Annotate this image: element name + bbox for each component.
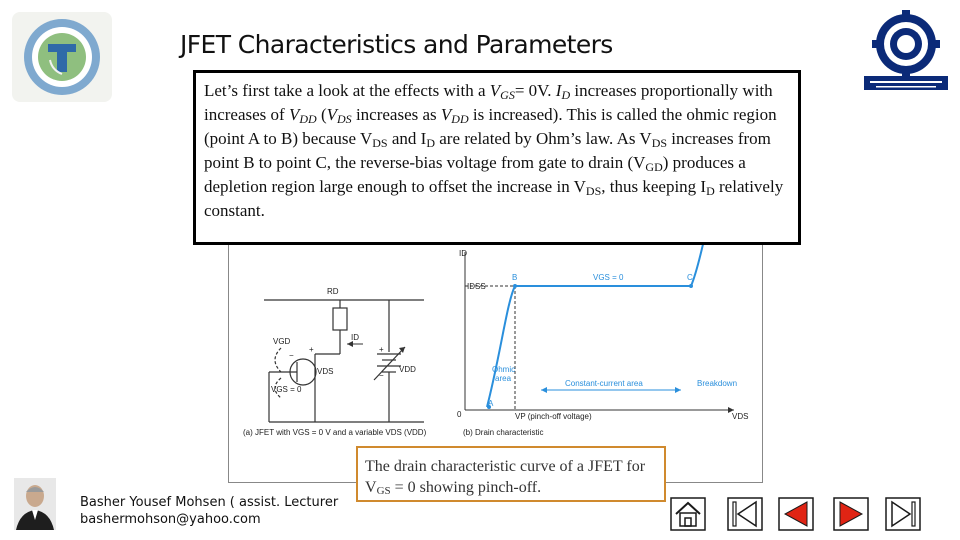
body-text: DS xyxy=(372,136,388,150)
body-text: and I xyxy=(387,129,427,148)
body-text: I xyxy=(555,81,562,100)
point-c-label: C xyxy=(687,273,693,282)
ohmic-area-label: area xyxy=(495,374,512,383)
body-text: DD xyxy=(451,112,469,126)
body-text: GS xyxy=(500,88,515,102)
graph-caption: (b) Drain characteristic xyxy=(463,428,544,437)
body-text: , thus keeping I xyxy=(601,177,707,196)
author-photo xyxy=(14,478,56,530)
body-text: V xyxy=(326,105,338,124)
next-slide-icon xyxy=(833,497,869,531)
body-text: DS xyxy=(585,184,602,198)
plus-sign: + xyxy=(379,345,384,354)
body-text: increases proportionally with increases of xyxy=(204,81,773,124)
body-text: D xyxy=(561,88,571,102)
minus-sign: − xyxy=(379,371,384,380)
body-text: are related by Ohm’s law. As V xyxy=(434,129,652,148)
vgs-label: VGS = 0 xyxy=(271,385,302,394)
body-text: relatively constant. xyxy=(204,177,784,220)
minus-sign: − xyxy=(289,351,294,360)
body-text: = 0V. xyxy=(514,81,556,100)
breakdown-label: Breakdown xyxy=(697,379,738,388)
constant-current-label: Constant-current area xyxy=(565,379,643,388)
circuit-caption: (a) JFET with VGS = 0 V and a variable VDS (VDD) xyxy=(243,428,427,437)
rd-label: RD xyxy=(327,287,339,296)
previous-slide-icon xyxy=(778,497,814,531)
body-text: ( xyxy=(316,105,327,124)
ohmic-label: Ohmic xyxy=(492,365,516,374)
vds-circuit-label: VDS xyxy=(317,367,334,376)
body-text: D xyxy=(426,136,435,150)
vds-axis-label: VDS xyxy=(732,412,749,421)
vdd-label: VDD xyxy=(399,365,416,374)
body-text: V xyxy=(288,105,300,124)
first-slide-icon xyxy=(727,497,763,531)
home-button[interactable] xyxy=(670,497,706,531)
caption-text: = 0 showing pinch-off. xyxy=(390,479,542,496)
body-text: ) produces a depletion region large enough to offset the increase in V xyxy=(204,153,746,196)
curve-label: VGS = 0 xyxy=(593,273,624,282)
body-text: GD xyxy=(645,160,663,174)
author-info xyxy=(80,494,338,528)
caption-text: GS xyxy=(376,485,391,497)
last-slide-icon xyxy=(885,497,921,531)
body-text: is increased). This is called the ohmic region (point A to B) because V xyxy=(204,105,777,148)
university-logo xyxy=(12,12,112,102)
body-text: increases as xyxy=(351,105,441,124)
vgd-label: VGD xyxy=(273,337,291,346)
body-text: D xyxy=(706,184,715,198)
home-icon xyxy=(670,497,706,531)
body-text: DD xyxy=(299,112,317,126)
first-slide-button[interactable] xyxy=(727,497,763,531)
id-circuit-label: ID xyxy=(351,333,359,342)
body-text: DS xyxy=(337,112,352,126)
figure-caption xyxy=(356,446,666,502)
previous-slide-button[interactable] xyxy=(778,497,814,531)
next-slide-button[interactable] xyxy=(833,497,869,531)
author-email: bashermohson@yahoo.com xyxy=(80,512,261,527)
origin-label: 0 xyxy=(457,410,462,419)
body-text: Let’s first take a look at the effects with a xyxy=(204,81,490,100)
body-text: V xyxy=(440,105,452,124)
body-text: DS xyxy=(651,136,668,150)
body-text: V xyxy=(489,81,501,100)
caption-text: The drain characteristic curve of a JFET for V xyxy=(365,458,646,496)
idss-label: IDSS xyxy=(467,282,486,291)
vp-label: VP (pinch-off voltage) xyxy=(515,412,592,421)
content-textbox xyxy=(193,70,801,245)
point-b-label: B xyxy=(512,273,518,282)
college-logo xyxy=(862,8,950,96)
body-text: increases from point B to point C, the reverse-bias voltage from gate to drain (V xyxy=(204,129,771,172)
point-a-label: A xyxy=(488,399,494,408)
plus-sign: + xyxy=(309,345,314,354)
last-slide-button[interactable] xyxy=(885,497,921,531)
slide-title: JFET Characteristics and Parameters xyxy=(180,30,613,59)
jfet-circuit xyxy=(264,300,424,422)
id-axis-label: ID xyxy=(459,249,467,258)
author-name: Basher Yousef Mohsen ( assist. Lecturer xyxy=(80,495,339,510)
